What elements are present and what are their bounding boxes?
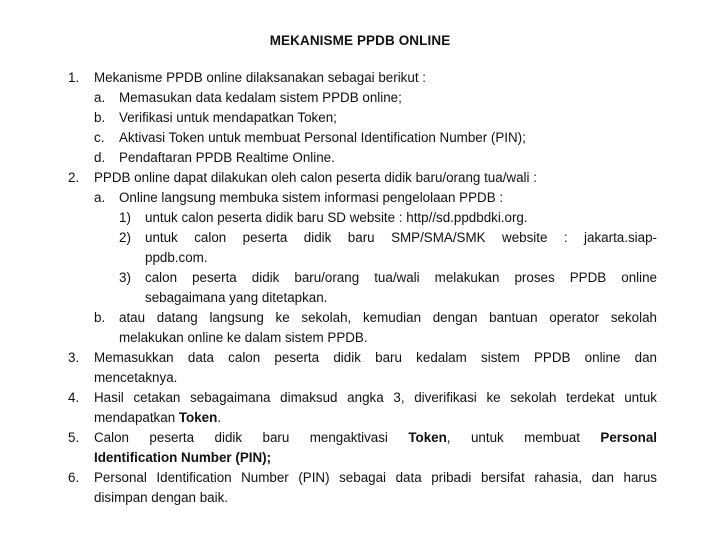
sub-sub-item-text: ppdb.com. <box>145 250 208 265</box>
item-text: Mekanisme PPDB online dilaksanakan sebagai berikut : <box>94 70 426 85</box>
item-text <box>94 408 221 427</box>
text-run: Calon peserta didik baru mengaktivasi <box>94 430 409 445</box>
sub-item-marker: c. <box>94 130 105 145</box>
sub-sub-item-text: untuk calon peserta didik baru SMP/SMA/SMK website : jakarta.siap- <box>145 230 657 245</box>
token-bold: Token <box>408 430 447 445</box>
item-number: 2. <box>68 170 80 185</box>
sub-sub-item-text: untuk calon peserta didik baru SD website : http//sd.ppdbdki.org. <box>145 210 528 225</box>
sub-item-text: Aktivasi Token untuk membuat Personal Identification Number (PIN); <box>119 130 526 145</box>
text-run: . <box>217 410 222 425</box>
document-title: MEKANISME PPDB ONLINE <box>269 33 451 48</box>
sub-sub-item-marker: 3) <box>119 270 131 285</box>
text-run: mendapatkan <box>94 410 179 425</box>
sub-sub-item-text: calon peserta didik baru/orang tua/wali melakukan proses PPDB online <box>145 270 657 285</box>
sub-item-text: melakukan online ke dalam sistem PPDB. <box>119 330 368 345</box>
item-text: PPDB online dapat dilakukan oleh calon peserta didik baru/orang tua/wali : <box>94 170 537 185</box>
personal-bold: Personal <box>600 430 657 445</box>
item-text: Hasil cetakan sebagaimana dimaksud angka 3, diverifikasi ke sekolah terdekat untuk <box>94 390 657 405</box>
sub-sub-item-marker: 1) <box>119 210 131 225</box>
sub-item-text: Memasukan data kedalam sistem PPDB online; <box>119 90 402 105</box>
item-number: 5. <box>68 430 80 445</box>
sub-item-text: atau datang langsung ke sekolah, kemudian dengan bantuan operator sekolah <box>119 310 657 325</box>
sub-item-marker: b. <box>94 310 106 325</box>
item-text: Personal Identification Number (PIN) sebagai data pribadi bersifat rahasia, dan harus <box>94 470 657 485</box>
item-number: 6. <box>68 470 80 485</box>
sub-item-text: Verifikasi untuk mendapatkan Token; <box>119 110 337 125</box>
item-text: disimpan dengan baik. <box>94 490 228 505</box>
token-bold: Token <box>178 410 218 425</box>
sub-item-marker: b. <box>94 110 106 125</box>
sub-sub-item-text: sebagaimana yang ditetapkan. <box>145 290 328 305</box>
item-text: Memasukkan data calon peserta didik baru kedalam sistem PPDB online dan <box>94 350 657 365</box>
item-text: mencetaknya. <box>94 370 178 385</box>
sub-item-marker: d. <box>94 150 106 165</box>
item-number: 1. <box>68 70 80 85</box>
item-text-bold: Identification Number (PIN); <box>94 450 272 465</box>
sub-item-marker: a. <box>94 90 106 105</box>
text-run: , untuk membuat <box>446 430 601 445</box>
sub-sub-item-marker: 2) <box>119 230 131 245</box>
item-number: 3. <box>68 350 80 365</box>
item-text <box>94 428 657 447</box>
item-number: 4. <box>68 390 80 405</box>
sub-item-text: Online langsung membuka sistem informasi pengelolaan PPDB : <box>119 190 504 205</box>
sub-item-text: Pendaftaran PPDB Realtime Online. <box>119 150 335 165</box>
sub-item-marker: a. <box>94 190 106 205</box>
